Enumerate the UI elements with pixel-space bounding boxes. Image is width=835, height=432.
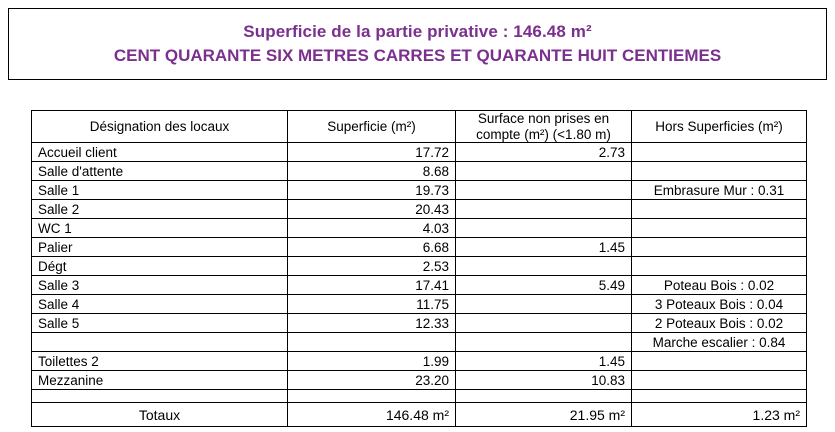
cell-hors: Embrasure Mur : 0.31 bbox=[632, 181, 807, 200]
cell-non-prise: 1.45 bbox=[456, 352, 632, 371]
table-body bbox=[32, 143, 807, 427]
cell-hors bbox=[632, 371, 807, 390]
cell-non-prise bbox=[456, 181, 632, 200]
cell-non-prise bbox=[456, 333, 632, 352]
cell-superficie: 1.99 bbox=[288, 352, 456, 371]
table-row bbox=[32, 200, 807, 219]
totals-row bbox=[32, 403, 807, 427]
cell-non-prise: 2.73 bbox=[456, 143, 632, 162]
header-non-prise-en-compte: Surface non prises en compte (m²) (<1.80 m) bbox=[456, 111, 632, 143]
table-row bbox=[32, 162, 807, 181]
table-row bbox=[32, 333, 807, 352]
cell-hors bbox=[632, 257, 807, 276]
cell-designation: Toilettes 2 bbox=[32, 352, 288, 371]
cell-designation: Salle 5 bbox=[32, 314, 288, 333]
cell-superficie bbox=[288, 333, 456, 352]
header-hors-superficies: Hors Superficies (m²) bbox=[632, 111, 807, 143]
table-row bbox=[32, 238, 807, 257]
cell-hors bbox=[632, 352, 807, 371]
cell-designation: Accueil client bbox=[32, 143, 288, 162]
cell-designation: Salle 1 bbox=[32, 181, 288, 200]
totals-hors: 1.23 m² bbox=[632, 403, 807, 427]
cell-non-prise bbox=[456, 162, 632, 181]
cell-superficie: 11.75 bbox=[288, 295, 456, 314]
cell-hors bbox=[632, 200, 807, 219]
cell-non-prise: 5.49 bbox=[456, 276, 632, 295]
cell-superficie: 4.03 bbox=[288, 219, 456, 238]
totals-label: Totaux bbox=[32, 403, 288, 427]
cell-non-prise: 10.83 bbox=[456, 371, 632, 390]
cell-designation: Salle 3 bbox=[32, 276, 288, 295]
spacer-cell bbox=[456, 390, 632, 403]
cell-hors bbox=[632, 143, 807, 162]
cell-superficie: 17.41 bbox=[288, 276, 456, 295]
cell-superficie: 23.20 bbox=[288, 371, 456, 390]
header-banner bbox=[8, 8, 827, 80]
totals-non-prise: 21.95 m² bbox=[456, 403, 632, 427]
cell-non-prise bbox=[456, 295, 632, 314]
cell-superficie: 12.33 bbox=[288, 314, 456, 333]
cell-hors bbox=[632, 162, 807, 181]
cell-hors bbox=[632, 238, 807, 257]
cell-superficie: 6.68 bbox=[288, 238, 456, 257]
cell-superficie: 19.73 bbox=[288, 181, 456, 200]
table-row bbox=[32, 257, 807, 276]
table-row bbox=[32, 181, 807, 200]
banner-area-title: Superficie de la partie privative : 146.48 m² bbox=[243, 22, 592, 41]
cell-designation: WC 1 bbox=[32, 219, 288, 238]
cell-hors: 2 Poteaux Bois : 0.02 bbox=[632, 314, 807, 333]
cell-non-prise: 1.45 bbox=[456, 238, 632, 257]
cell-hors: Poteau Bois : 0.02 bbox=[632, 276, 807, 295]
table-header-row bbox=[32, 111, 807, 143]
table-row bbox=[32, 143, 807, 162]
cell-designation: Salle 2 bbox=[32, 200, 288, 219]
cell-designation: Dégt bbox=[32, 257, 288, 276]
table-row bbox=[32, 219, 807, 238]
cell-designation: Palier bbox=[32, 238, 288, 257]
cell-non-prise bbox=[456, 257, 632, 276]
cell-non-prise bbox=[456, 314, 632, 333]
table-row bbox=[32, 295, 807, 314]
areas-table bbox=[31, 110, 807, 427]
cell-hors bbox=[632, 219, 807, 238]
cell-hors: Marche escalier : 0.84 bbox=[632, 333, 807, 352]
totals-superficie: 146.48 m² bbox=[288, 403, 456, 427]
cell-designation: Salle 4 bbox=[32, 295, 288, 314]
cell-superficie: 8.68 bbox=[288, 162, 456, 181]
table-row bbox=[32, 314, 807, 333]
cell-designation: Salle d'attente bbox=[32, 162, 288, 181]
areas-table-container bbox=[31, 110, 806, 427]
cell-designation: Mezzanine bbox=[32, 371, 288, 390]
spacer-cell bbox=[632, 390, 807, 403]
cell-hors: 3 Poteaux Bois : 0.04 bbox=[632, 295, 807, 314]
cell-non-prise bbox=[456, 200, 632, 219]
header-designation: Désignation des locaux bbox=[32, 111, 288, 143]
banner-area-words: CENT QUARANTE SIX METRES CARRES ET QUARANTE HUIT CENTIEMES bbox=[113, 46, 722, 65]
spacer-cell bbox=[32, 390, 288, 403]
cell-designation bbox=[32, 333, 288, 352]
table-spacer-row bbox=[32, 390, 807, 403]
table-row bbox=[32, 371, 807, 390]
cell-superficie: 2.53 bbox=[288, 257, 456, 276]
table-row bbox=[32, 276, 807, 295]
cell-non-prise bbox=[456, 219, 632, 238]
cell-superficie: 17.72 bbox=[288, 143, 456, 162]
spacer-cell bbox=[288, 390, 456, 403]
cell-superficie: 20.43 bbox=[288, 200, 456, 219]
header-superficie: Superficie (m²) bbox=[288, 111, 456, 143]
table-row bbox=[32, 352, 807, 371]
